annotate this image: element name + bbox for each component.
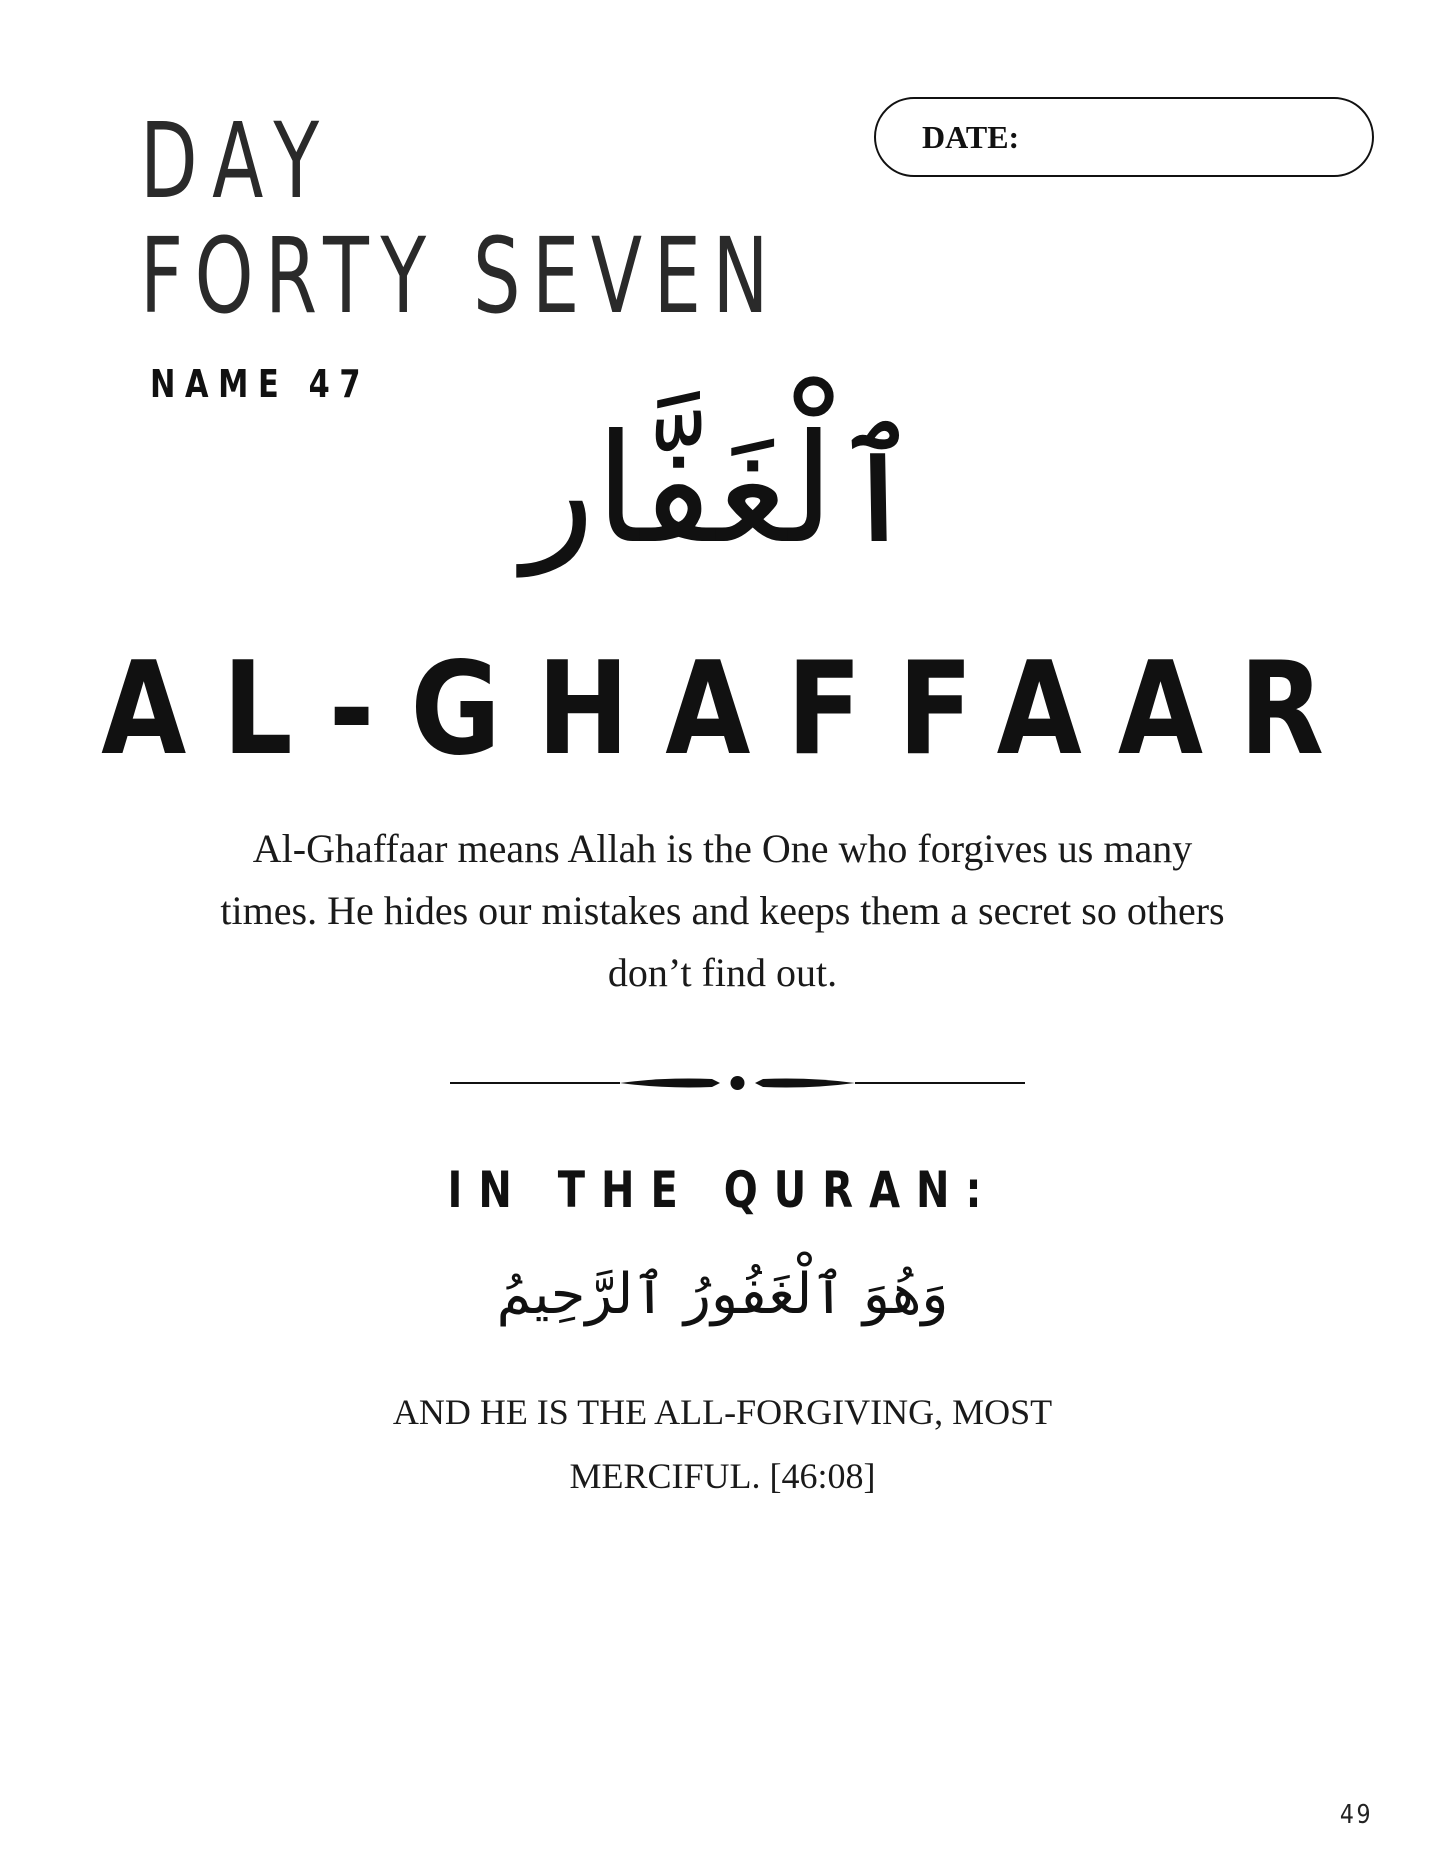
quran-arabic-verse: وَهُوَ ٱلْغَفُورُ ٱلرَّحِيمُ: [496, 1262, 949, 1327]
quran-translation: AND HE IS THE ALL-FORGIVING, MOST MERCIFUL. [46:08]: [392, 1392, 1053, 1496]
day-number: FORTY SEVEN: [140, 215, 780, 337]
ornamental-divider: [450, 1070, 1025, 1096]
arabic-name: ٱلْغَفَّار: [522, 403, 923, 577]
page-number: 49: [1339, 1800, 1373, 1830]
quran-heading: IN THE QURAN:: [447, 1161, 998, 1219]
transliterated-name: AL-GHAFFAAR: [101, 635, 1361, 784]
name-number: NAME 47: [150, 362, 371, 406]
date-label: DATE:: [922, 118, 1020, 155]
day-label: DAY: [140, 100, 336, 222]
name-description: Al-Ghaffaar means Allah is the One who forgives us many times. He hides our mistakes and keeps them a secret so others don’t find out.: [220, 826, 1225, 995]
date-box[interactable]: [874, 97, 1374, 177]
